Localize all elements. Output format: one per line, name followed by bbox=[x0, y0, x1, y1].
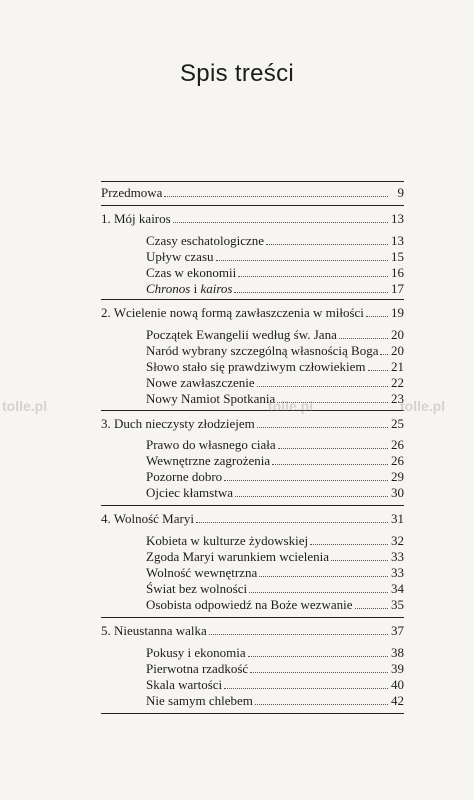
toc-section-page: 17 bbox=[391, 281, 404, 296]
leader-dots bbox=[255, 693, 388, 705]
toc-section[interactable] bbox=[146, 327, 404, 343]
toc-chapter-page: 37 bbox=[391, 623, 404, 638]
toc-section[interactable] bbox=[146, 437, 404, 453]
toc-section-label: Chronos i kairos bbox=[146, 281, 233, 296]
toc-section[interactable] bbox=[146, 645, 404, 661]
toc-section-page: 33 bbox=[391, 565, 404, 580]
page-title: Spis treści bbox=[180, 60, 294, 87]
toc-section-page: 34 bbox=[391, 581, 404, 596]
toc-chapter-label: 2. Wcielenie nową formą zawłaszczenia w miłości bbox=[101, 305, 364, 320]
leader-dots bbox=[380, 343, 388, 355]
leader-dots bbox=[355, 597, 389, 609]
toc-section[interactable] bbox=[146, 375, 404, 391]
toc-section-page: 13 bbox=[391, 233, 404, 248]
toc-entry-page: 9 bbox=[397, 185, 404, 200]
toc-section-label: Upływ czasu bbox=[146, 249, 214, 264]
toc-section-label: Słowo stało się prawdziwym człowiekiem bbox=[146, 359, 366, 374]
divider bbox=[101, 205, 404, 206]
leader-dots bbox=[331, 549, 388, 561]
toc-section-page: 26 bbox=[391, 453, 404, 468]
toc-section[interactable] bbox=[146, 693, 404, 709]
toc-chapter-label: 1. Mój kairos bbox=[101, 211, 171, 226]
toc-section-page: 42 bbox=[391, 693, 404, 708]
toc-section-label: Nie samym chlebem bbox=[146, 693, 253, 708]
toc-section-page: 20 bbox=[391, 327, 404, 342]
toc-section-label: Czas w ekonomii bbox=[146, 265, 237, 280]
toc-section-page: 20 bbox=[391, 343, 404, 358]
toc-section[interactable] bbox=[146, 661, 404, 677]
toc-section[interactable] bbox=[146, 281, 404, 297]
toc-section-page: 26 bbox=[391, 437, 404, 452]
toc-chapter[interactable] bbox=[101, 511, 404, 527]
toc-chapter-label: 4. Wolność Maryi bbox=[101, 511, 194, 526]
toc-section-label: Ojciec kłamstwa bbox=[146, 485, 233, 500]
toc-section-label: Zgoda Maryi warunkiem wcielenia bbox=[146, 549, 330, 564]
toc-section-label: Osobista odpowiedź na Boże wezwanie bbox=[146, 597, 353, 612]
toc-section-page: 23 bbox=[391, 391, 404, 406]
watermark-text: tolle.pl bbox=[2, 398, 48, 414]
toc-chapter[interactable] bbox=[101, 305, 404, 321]
leader-dots bbox=[216, 249, 388, 261]
toc-section-page: 39 bbox=[391, 661, 404, 676]
toc-section[interactable] bbox=[146, 233, 404, 249]
toc-section-label: Początek Ewangelii według św. Jana bbox=[146, 327, 337, 342]
toc-section-page: 38 bbox=[391, 645, 404, 660]
leader-dots bbox=[235, 485, 388, 497]
leader-dots bbox=[238, 265, 388, 277]
toc-chapter[interactable] bbox=[101, 211, 404, 227]
toc-section-label: Prawo do własnego ciała bbox=[146, 437, 276, 452]
toc-chapter[interactable] bbox=[101, 623, 404, 639]
toc-section[interactable] bbox=[146, 549, 404, 565]
toc-section[interactable] bbox=[146, 677, 404, 693]
toc-section[interactable] bbox=[146, 485, 404, 501]
toc-section[interactable] bbox=[146, 343, 404, 359]
leader-dots bbox=[209, 623, 388, 635]
leader-dots bbox=[196, 511, 388, 523]
toc-chapter-page: 31 bbox=[391, 511, 404, 526]
toc-section[interactable] bbox=[146, 581, 404, 597]
toc-section-page: 29 bbox=[391, 469, 404, 484]
leader-dots bbox=[173, 211, 388, 223]
toc-section-label: Kobieta w kulturze żydowskiej bbox=[146, 533, 309, 548]
leader-dots bbox=[278, 437, 388, 449]
toc-chapter-page: 25 bbox=[391, 416, 404, 431]
toc-section-label: Czasy eschatologiczne bbox=[146, 233, 265, 248]
leader-dots bbox=[224, 677, 388, 689]
leader-dots bbox=[224, 469, 388, 481]
toc-chapter-page: 13 bbox=[391, 211, 404, 226]
divider bbox=[101, 505, 404, 506]
toc-chapter-label: 3. Duch nieczysty złodziejem bbox=[101, 416, 255, 431]
leader-dots bbox=[339, 327, 388, 339]
toc-section-page: 40 bbox=[391, 677, 404, 692]
toc-section-label: Wewnętrzne zagrożenia bbox=[146, 453, 271, 468]
watermark-text: tolle.pl bbox=[400, 398, 446, 414]
leader-dots bbox=[266, 233, 388, 245]
watermark-text: tolle.pl bbox=[268, 398, 314, 414]
toc-section-label: Nowe zawłaszczenie bbox=[146, 375, 255, 390]
toc-section[interactable] bbox=[146, 249, 404, 265]
leader-dots bbox=[234, 281, 388, 293]
toc-chapter[interactable] bbox=[101, 416, 404, 432]
toc-entry-label: Przedmowa bbox=[101, 185, 163, 200]
divider bbox=[101, 617, 404, 618]
leader-dots bbox=[257, 375, 388, 387]
leader-dots bbox=[249, 581, 388, 593]
leader-dots bbox=[368, 359, 388, 371]
leader-dots bbox=[366, 305, 388, 317]
toc-section-label: Skala wartości bbox=[146, 677, 223, 692]
toc-section-page: 21 bbox=[391, 359, 404, 374]
leader-dots bbox=[164, 185, 388, 197]
toc-section-page: 22 bbox=[391, 375, 404, 390]
toc-section[interactable] bbox=[146, 565, 404, 581]
divider bbox=[101, 410, 404, 411]
divider bbox=[101, 713, 404, 714]
toc-section-label: Pozorne dobro bbox=[146, 469, 223, 484]
toc-section[interactable] bbox=[146, 453, 404, 469]
toc-section-label: Pierwotna rzadkość bbox=[146, 661, 249, 676]
toc-chapter-label: 5. Nieustanna walka bbox=[101, 623, 207, 638]
toc-section[interactable] bbox=[146, 597, 404, 613]
leader-dots bbox=[257, 416, 388, 428]
toc-entry-preface[interactable] bbox=[101, 185, 404, 201]
leader-dots bbox=[250, 661, 388, 673]
leader-dots bbox=[310, 533, 388, 545]
toc-section[interactable] bbox=[146, 469, 404, 485]
toc-section[interactable] bbox=[146, 533, 404, 549]
toc-section-label: Nowy Namiot Spotkania bbox=[146, 391, 276, 406]
toc-section-page: 32 bbox=[391, 533, 404, 548]
toc-section-label: Pokusy i ekonomia bbox=[146, 645, 246, 660]
leader-dots bbox=[248, 645, 388, 657]
toc-section-page: 16 bbox=[391, 265, 404, 280]
toc-section[interactable] bbox=[146, 359, 404, 375]
toc-section-label: Wolność wewnętrzna bbox=[146, 565, 258, 580]
toc-section-page: 15 bbox=[391, 249, 404, 264]
divider bbox=[101, 181, 404, 182]
toc-chapter-page: 19 bbox=[391, 305, 404, 320]
toc-section[interactable] bbox=[146, 265, 404, 281]
leader-dots bbox=[272, 453, 388, 465]
toc-section-page: 30 bbox=[391, 485, 404, 500]
toc-section-label: Naród wybrany szczególną własnością Boga bbox=[146, 343, 379, 358]
toc-section-label: Świat bez wolności bbox=[146, 581, 248, 596]
divider bbox=[101, 299, 404, 300]
toc-section-page: 35 bbox=[391, 597, 404, 612]
leader-dots bbox=[259, 565, 388, 577]
toc-section-page: 33 bbox=[391, 549, 404, 564]
